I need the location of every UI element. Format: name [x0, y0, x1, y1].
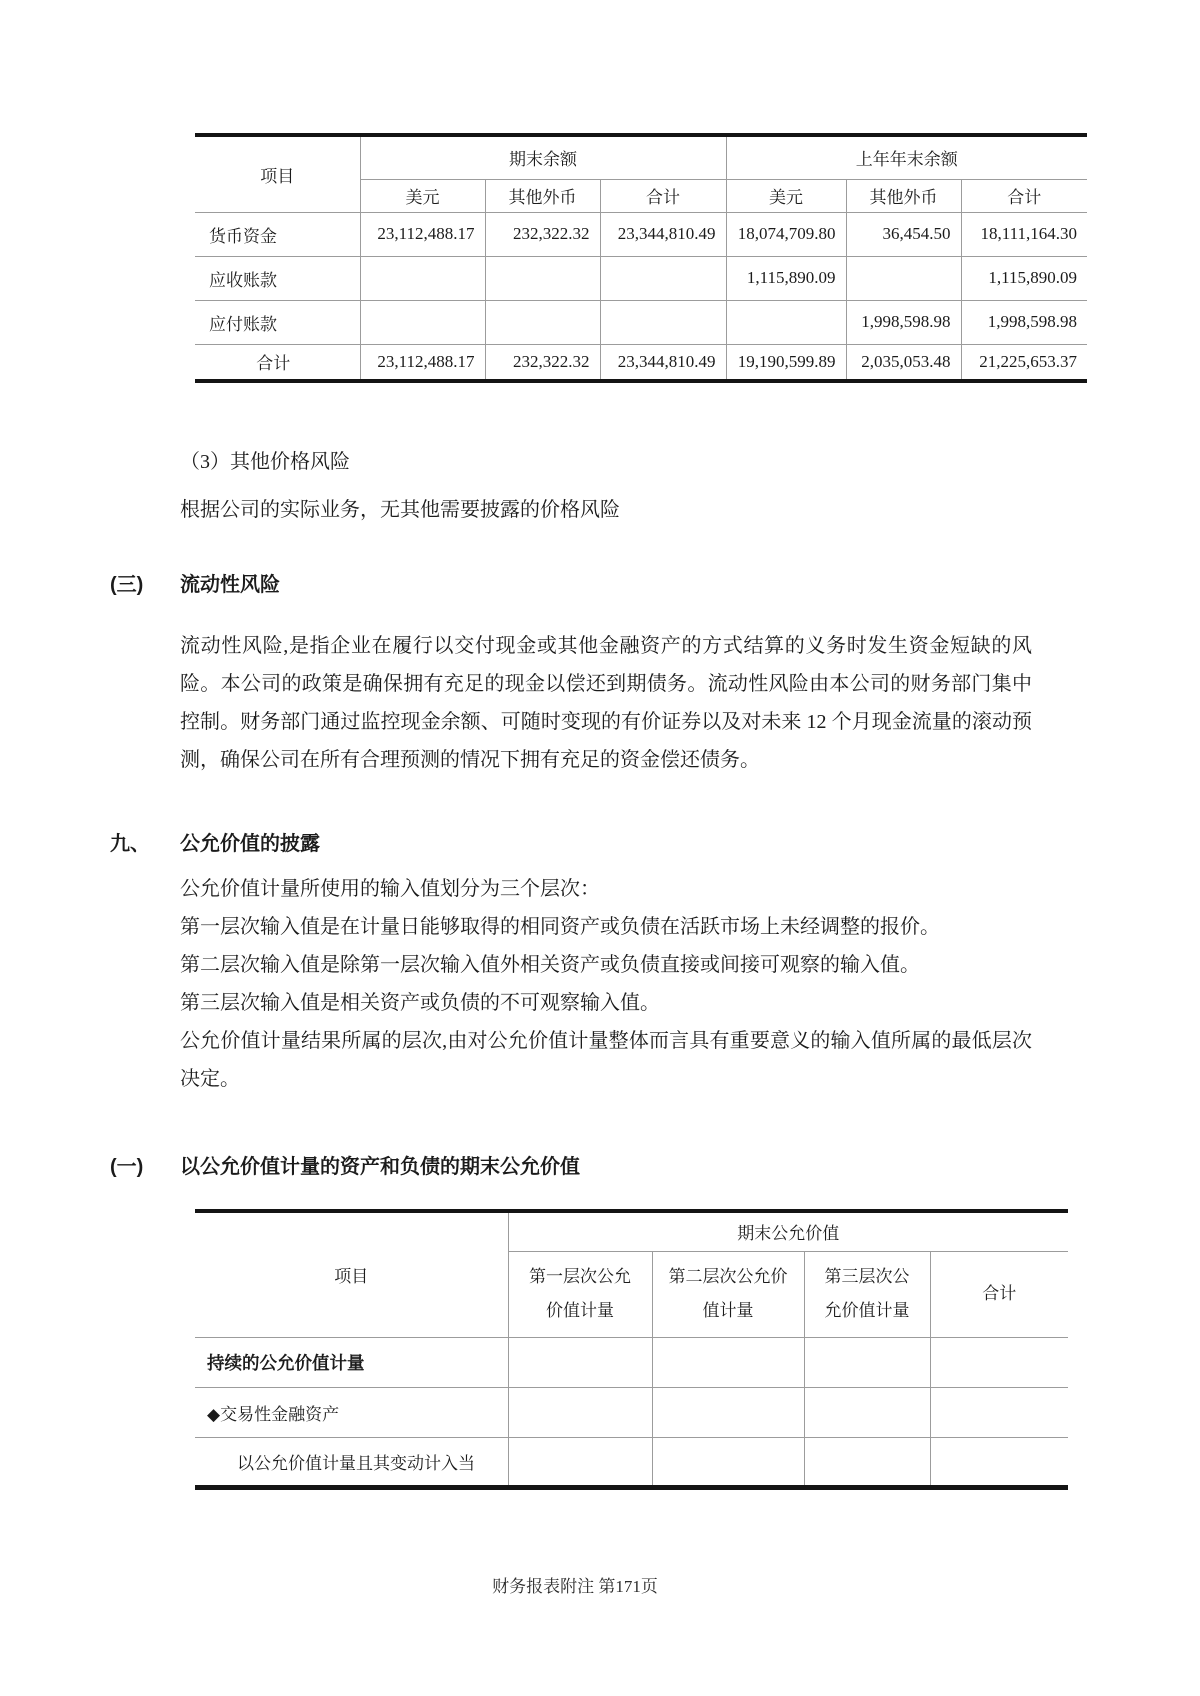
table-cell — [804, 1337, 930, 1387]
column-group-ending-fair-value: 期末公允价值 — [508, 1211, 1068, 1251]
other-price-risk-heading: （3）其他价格风险 — [180, 451, 350, 473]
table-cell — [360, 256, 485, 300]
table-row-accounts-receivable — [195, 256, 1087, 300]
table-group-header-row — [195, 1211, 1068, 1251]
row-label: 持续的公允价值计量 — [195, 1337, 508, 1387]
table-cell — [360, 300, 485, 344]
row-label: ◆交易性金融资产 — [195, 1387, 508, 1437]
column-header-other-currency: 其他外币 — [485, 179, 600, 212]
fair-value-line: 公允价值计量所使用的输入值划分为三个层次： — [180, 878, 600, 900]
liquidity-risk-heading — [110, 568, 1200, 597]
table-cell — [652, 1337, 804, 1387]
table-cell — [652, 1437, 804, 1487]
table-cell — [804, 1387, 930, 1437]
fair-value-line: 公允价值计量结果所属的层次,由对公允价值计量整体而言具有重要意义的输入值所属的最低层次决定。 — [180, 1030, 1032, 1090]
column-header-other-currency: 其他外币 — [846, 179, 961, 212]
table-row-monetary-funds — [195, 212, 1087, 256]
section-title: 流动性风险 — [180, 574, 280, 596]
fair-value-line: 第三层次输入值是相关资产或负债的不可观察输入值。 — [180, 992, 660, 1014]
column-header-total: 合计 — [961, 179, 1087, 212]
table-cell: 232,322.32 — [485, 344, 600, 381]
table-cell — [600, 256, 726, 300]
section-number: (三) — [110, 574, 144, 596]
column-header-item: 项目 — [195, 1211, 508, 1337]
table-row-fvtpl-truncated — [195, 1437, 1068, 1487]
table-cell: 23,344,810.49 — [600, 344, 726, 381]
section-title: 公允价值的披露 — [180, 833, 320, 855]
table-row-total — [195, 344, 1087, 381]
table-cell — [508, 1437, 652, 1487]
table-cell: 2,035,053.48 — [846, 344, 961, 381]
table-cell: 18,074,709.80 — [726, 212, 846, 256]
table-cell — [600, 300, 726, 344]
table-cell — [508, 1337, 652, 1387]
table-cell: 232,322.32 — [485, 212, 600, 256]
table-cell: 18,111,164.30 — [961, 212, 1087, 256]
section-number: (一) — [110, 1156, 144, 1178]
row-label: 合计 — [195, 344, 360, 381]
table-cell: 1,998,598.98 — [846, 300, 961, 344]
table-cell — [726, 300, 846, 344]
table-cell — [930, 1387, 1068, 1437]
row-label: 货币资金 — [195, 212, 360, 256]
column-header-total: 合计 — [600, 179, 726, 212]
table-cell: 23,112,488.17 — [360, 212, 485, 256]
column-header-total: 合计 — [930, 1251, 1068, 1337]
section-number: 九、 — [110, 833, 150, 855]
table-cell: 21,225,653.37 — [961, 344, 1087, 381]
table-cell: 23,112,488.17 — [360, 344, 485, 381]
column-header-usd: 美元 — [726, 179, 846, 212]
table-cell — [930, 1337, 1068, 1387]
fair-value-line: 第一层次输入值是在计量日能够取得的相同资产或负债在活跃市场上未经调整的报价。 — [180, 916, 940, 938]
table-cell — [508, 1387, 652, 1437]
table-group-header-row — [195, 135, 1087, 179]
table-cell — [804, 1437, 930, 1487]
table-cell — [485, 300, 600, 344]
row-label: 应收账款 — [195, 256, 360, 300]
table-cell: 36,454.50 — [846, 212, 961, 256]
foreign-currency-balance-table — [195, 133, 1087, 383]
table-cell — [485, 256, 600, 300]
row-label: 应付账款 — [195, 300, 360, 344]
table-cell: 23,344,810.49 — [600, 212, 726, 256]
column-group-prior-year-balance: 上年年末余额 — [726, 135, 1087, 179]
table-cell: 1,115,890.09 — [961, 256, 1087, 300]
section-title: 以公允价值计量的资产和负债的期末公允价值 — [180, 1156, 580, 1178]
fair-value-measurement-table — [195, 1209, 1068, 1490]
table-cell — [930, 1437, 1068, 1487]
fair-value-disclosure-heading — [110, 827, 1200, 856]
other-price-risk-body: 根据公司的实际业务，无其他需要披露的价格风险 — [180, 499, 620, 521]
table-cell — [652, 1387, 804, 1437]
column-header-level1: 第一层次公允价值计量 — [508, 1251, 652, 1337]
table-row-continuous-fair-value — [195, 1337, 1068, 1387]
table-cell: 19,190,599.89 — [726, 344, 846, 381]
table-cell: 1,115,890.09 — [726, 256, 846, 300]
row-label: 以公允价值计量且其变动计入当 — [195, 1437, 508, 1487]
column-header-level3: 第三层次公允价值计量 — [804, 1251, 930, 1337]
table-cell: 1,998,598.98 — [961, 300, 1087, 344]
table-cell — [846, 256, 961, 300]
column-header-item: 项目 — [195, 135, 360, 212]
fair-value-level-description — [180, 870, 1032, 1098]
column-header-usd: 美元 — [360, 179, 485, 212]
column-header-level2: 第二层次公允价值计量 — [652, 1251, 804, 1337]
liquidity-risk-paragraph: 流动性风险,是指企业在履行以交付现金或其他金融资产的方式结算的义务时发生资金短缺的风险。本公司的政策是确保拥有充足的现金以偿还到期债务。流动性风险由本公司的财务部门集中控制。财务部门通过监控现金余额、可随时变现的有价证券以及对未来 12 个月现金流量的滚动预测，确保公司在所有合理预测的情况下拥有充足的资金偿还债务。 — [180, 635, 1032, 771]
page-footer: 财务报表附注 第171页 — [492, 1577, 658, 1596]
column-group-ending-balance: 期末余额 — [360, 135, 726, 179]
table-row-accounts-payable — [195, 300, 1087, 344]
fair-value-line: 第二层次输入值是除第一层次输入值外相关资产或负债直接或间接可观察的输入值。 — [180, 954, 920, 976]
fair-value-assets-heading — [110, 1150, 1200, 1179]
table-row-trading-financial-assets — [195, 1387, 1068, 1437]
